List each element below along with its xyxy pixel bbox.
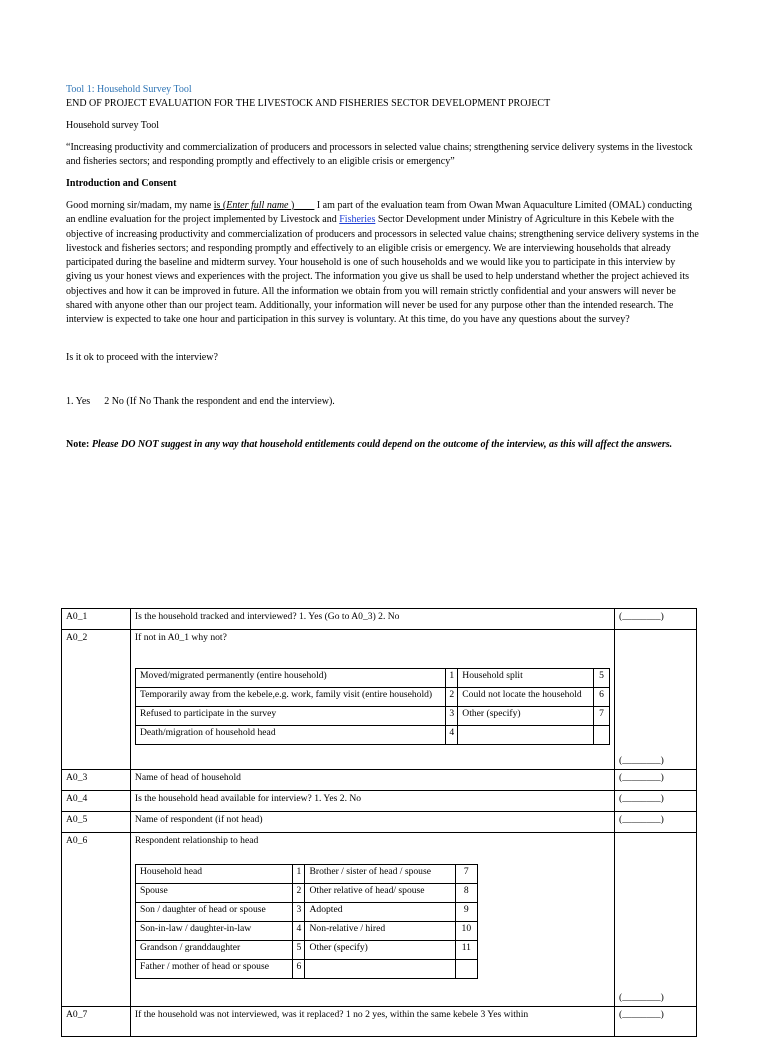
relation-code: 7 (455, 865, 477, 884)
reason-row (136, 707, 610, 726)
consent-paragraph: Good morning sir/madam, my name is (Enter full name )____ I am part of the evaluation team from Owan Mwan Aquaculture Limited (OMAL) conducting an endline evaluation for the project implemented by Livestock and Fisheries Sector Development under Ministry of Agriculture in this Kebele with the objective of increasing productivity and commercialization of producers and processors in selected value chains; strengthening service delivery systems in the livestock and fisheries sectors; and responding promptly and effectively to an eligible crisis or emergency. We are interviewing households that already participated during the baseline and midterm survey. Your household is one of such households and we would like you to participate in this interview by giving us your honest views and experiences with the project. The information you give us shall be used to help understand whether the project achieved its objectives and how it can be improved in future. All the information we obtain from you will remain strictly confidential and your answers will never be shared with anyone other than our project team. Additionally, your information will never be used for any purpose other than the intended research. The interview is expected to take one hour and participation in this survey is voluntary. At this time, do you have any questions about the survey? (66, 200, 699, 326)
relation-code: 4 (293, 922, 305, 941)
relation-option: Other relative of head/ spouse (305, 884, 455, 903)
relation-option: Spouse (136, 884, 293, 903)
relation-option: Household head (136, 865, 293, 884)
relation-row (136, 922, 478, 941)
answer-field[interactable]: (________) (615, 791, 697, 812)
row-code: A0_2 (62, 630, 131, 770)
fisheries-link[interactable]: Fisheries (339, 214, 376, 226)
reason-code: 4 (446, 726, 458, 745)
row-question: Is the household head available for interview? 1. Yes 2. No (130, 791, 614, 812)
relationship-table (135, 864, 478, 979)
row-question: Name of respondent (if not head) (130, 812, 614, 833)
row-question: Respondent relationship to head (130, 833, 614, 1007)
reason-option: Other (specify) (458, 707, 594, 726)
project-title: END OF PROJECT EVALUATION FOR THE LIVESTOCK AND FISHERIES SECTOR DEVELOPMENT PROJECT (66, 98, 551, 109)
proceed-question: Is it ok to proceed with the interview? (66, 352, 218, 363)
relation-row (136, 884, 478, 903)
relation-option: Father / mother of head or spouse (136, 960, 293, 979)
reason-code: 2 (446, 688, 458, 707)
relation-code: 10 (455, 922, 477, 941)
table-row (62, 770, 697, 791)
relation-code: 3 (293, 903, 305, 922)
row-code: A0_3 (62, 770, 131, 791)
reason-option: Temporarily away from the kebele,e.g. work, family visit (entire household) (136, 688, 446, 707)
table-row (62, 791, 697, 812)
reason-option: Moved/migrated permanently (entire household) (136, 669, 446, 688)
table-row (62, 812, 697, 833)
relation-code: 5 (293, 941, 305, 960)
relation-row (136, 941, 478, 960)
relation-option: Other (specify) (305, 941, 455, 960)
answer-field[interactable]: (________) (615, 833, 697, 1007)
consent-options (66, 395, 702, 409)
relation-code: 11 (455, 941, 477, 960)
answer-field[interactable]: (________) (615, 770, 697, 791)
option-no: 2 No (If No Thank the respondent and end the interview). (104, 396, 335, 407)
intro-heading: Introduction and Consent (66, 178, 177, 189)
name-placeholder: Enter full name (226, 200, 291, 211)
row-code: A0_1 (62, 609, 131, 630)
relation-option: Grandson / granddaughter (136, 941, 293, 960)
relation-row (136, 865, 478, 884)
survey-subtitle: Household survey Tool (66, 120, 159, 131)
answer-field[interactable]: (________) (615, 812, 697, 833)
reason-option: Household split (458, 669, 594, 688)
objective-quote: “Increasing productivity and commercialization of producers and processors in selected value chains; strengthening service delivery systems in the livestock and fisheries sectors; and responding promptly and effectively to an eligible crisis or emergency” (66, 142, 693, 168)
relation-row (136, 903, 478, 922)
relation-row (136, 960, 478, 979)
answer-field[interactable]: (________) (615, 630, 697, 770)
relation-code: 2 (293, 884, 305, 903)
table-row (62, 1007, 697, 1037)
relation-code: 8 (455, 884, 477, 903)
reason-row (136, 688, 610, 707)
answer-field[interactable]: (________) (615, 609, 697, 630)
reason-code: 1 (446, 669, 458, 688)
reason-code: 3 (446, 707, 458, 726)
row-question: If not in A0_1 why not? (130, 630, 614, 770)
reason-option (458, 726, 594, 745)
reasons-table (135, 668, 610, 745)
relation-option: Son-in-law / daughter-in-law (136, 922, 293, 941)
table-row (62, 609, 697, 630)
tool-label: Tool 1: Household Survey Tool (66, 84, 192, 95)
row-question: If the household was not interviewed, was it replaced? 1 no 2 yes, within the same kebele 3 Yes within (130, 1007, 614, 1037)
reason-code: 7 (594, 707, 610, 726)
reason-code: 6 (594, 688, 610, 707)
reason-code (594, 726, 610, 745)
relation-option: Brother / sister of head / spouse (305, 865, 455, 884)
relation-option: Non-relative / hired (305, 922, 455, 941)
relation-code: 6 (293, 960, 305, 979)
row-question: Name of head of household (130, 770, 614, 791)
relation-code: 1 (293, 865, 305, 884)
reason-option: Refused to participate in the survey (136, 707, 446, 726)
row-code: A0_7 (62, 1007, 131, 1037)
answer-field[interactable]: (________) (615, 1007, 697, 1037)
reason-row (136, 726, 610, 745)
relation-code: 9 (455, 903, 477, 922)
row-question: Is the household tracked and interviewed? 1. Yes (Go to A0_3) 2. No (130, 609, 614, 630)
relation-option: Son / daughter of head or spouse (136, 903, 293, 922)
reason-row (136, 669, 610, 688)
reason-option: Could not locate the household (458, 688, 594, 707)
interview-note: Note: Please DO NOT suggest in any way that household entitlements could depend on the outcome of the interview, as this will affect the answers. (66, 439, 673, 450)
reason-option: Death/migration of household head (136, 726, 446, 745)
row-code: A0_6 (62, 833, 131, 1007)
relation-option (305, 960, 455, 979)
relation-option: Adopted (305, 903, 455, 922)
option-yes: 1. Yes (66, 396, 91, 407)
reason-code: 5 (594, 669, 610, 688)
row-code: A0_5 (62, 812, 131, 833)
relation-code (455, 960, 477, 979)
row-code: A0_4 (62, 791, 131, 812)
